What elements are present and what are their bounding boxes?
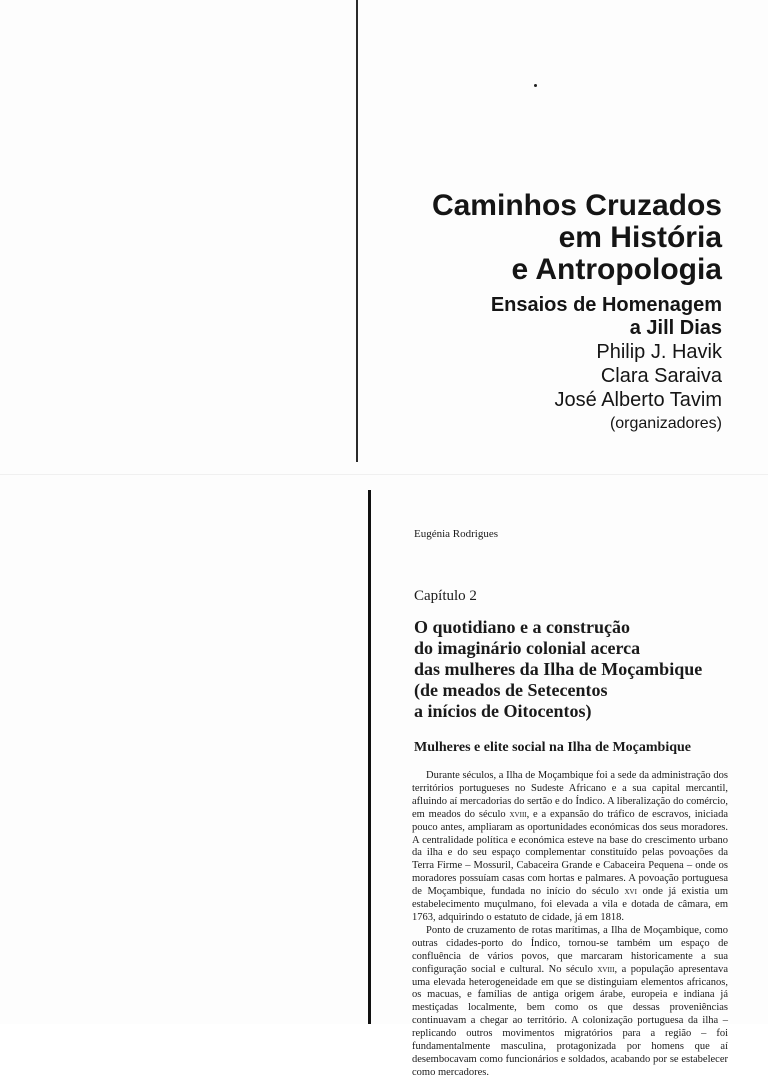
paragraph-2-part-b: , a população apresentava uma elevada heterogeneidade em que se distinguiam elementos africanos, os macuas, e famílias de antiga origem árabe, europeia e indiana já mestiçadas localmente, bem como os que dessas proveniências continuavam a chegar ao território. A colonização portuguesa da ilha – replicando outros movimentos migratórios para a região – foi fundamentalmente masculina, protagonizada por homens que aí desembocavam como funcionários e soldados, acabando por se estabelecer como mercadores. — [412, 963, 728, 1078]
book-spine-edge-top — [356, 0, 358, 462]
paragraph-2-part-a: Ponto de cruzamento de rotas marítimas, a Ilha de Moçambique, como outras cidades-porto do Índico, tornou-se também um espaço de confluência de vários povos, que marcaram historicamente a sua configuração social e cultural. No século — [412, 924, 728, 975]
book-title-line-1: Caminhos Cruzados — [431, 189, 722, 222]
section-heading: Mulheres e elite social na Ilha de Moçambique — [414, 740, 691, 755]
paragraph-1-part-a: Durante séculos, a Ilha de Moçambique foi a sede da administração dos territórios portugueses no Sudeste Africano e a sua capital mercantil, afluindo aí mercadorias do sertão e do Índico. A liberalização do comércio, em meados do século — [412, 770, 728, 820]
paragraph-1-part-c: onde já existia um estabelecimento muçulmano, foi elevada a vila e dotada de câmara, em 1763, adquirindo o estatuto de cidade, já em 1818. — [412, 886, 728, 923]
book-subtitle-line-2: a Jill Dias — [629, 317, 722, 339]
editor-2: Clara Saraiva — [600, 365, 722, 387]
paragraph-1 — [412, 770, 728, 925]
century-numeral: xviii — [597, 963, 615, 975]
body-text — [412, 770, 728, 1080]
chapter-title-line-5: a inícios de Oitocentos) — [414, 701, 592, 721]
page-fold — [0, 474, 768, 475]
chapter-title-line-4: (de meados de Setecentos — [414, 680, 608, 700]
editor-3: José Alberto Tavim — [554, 389, 722, 411]
chapter-label: Capítulo 2 — [414, 588, 477, 604]
scan-speck — [534, 84, 537, 87]
chapter-title — [414, 617, 736, 722]
editor-1: Philip J. Havik — [596, 341, 722, 363]
book-subtitle-line-1: Ensaios de Homenagem — [490, 294, 722, 316]
chapter-title-line-3: das mulheres da Ilha de Moçambique — [414, 659, 703, 679]
chapter-title-line-2: do imaginário colonial acerca — [414, 638, 641, 658]
book-title-line-2: em História — [558, 221, 722, 254]
book-title-line-3: e Antropologia — [511, 253, 722, 286]
book-spine-edge-bottom — [368, 490, 371, 1024]
chapter-title-line-1: O quotidiano e a construção — [414, 617, 631, 637]
chapter-author: Eugénia Rodrigues — [414, 528, 499, 540]
editors-role: (organizadores) — [609, 415, 722, 432]
chapter-page — [396, 528, 736, 1080]
century-numeral: xvi — [624, 886, 637, 898]
book-cover-title-block — [432, 190, 722, 434]
paragraph-1-part-b: , e a expansão do tráfico de escravos, iniciada pouco antes, ampliaram as oportunidades económicas dos seus moradores. A centralidade política e económica esteve na base do crescimento urbano da ilha e do seu espaço complementar constituído pelas povoações da Terra Firme – Mossuril, Cabaceira Grande e Cabaceira Pequena – onde os moradores possuíam casas com hortas e palmares. A povoação portuguesa de Moçambique, fundada no início do século — [412, 808, 728, 898]
paragraph-2 — [412, 925, 728, 1080]
century-numeral: xviii — [509, 808, 527, 820]
